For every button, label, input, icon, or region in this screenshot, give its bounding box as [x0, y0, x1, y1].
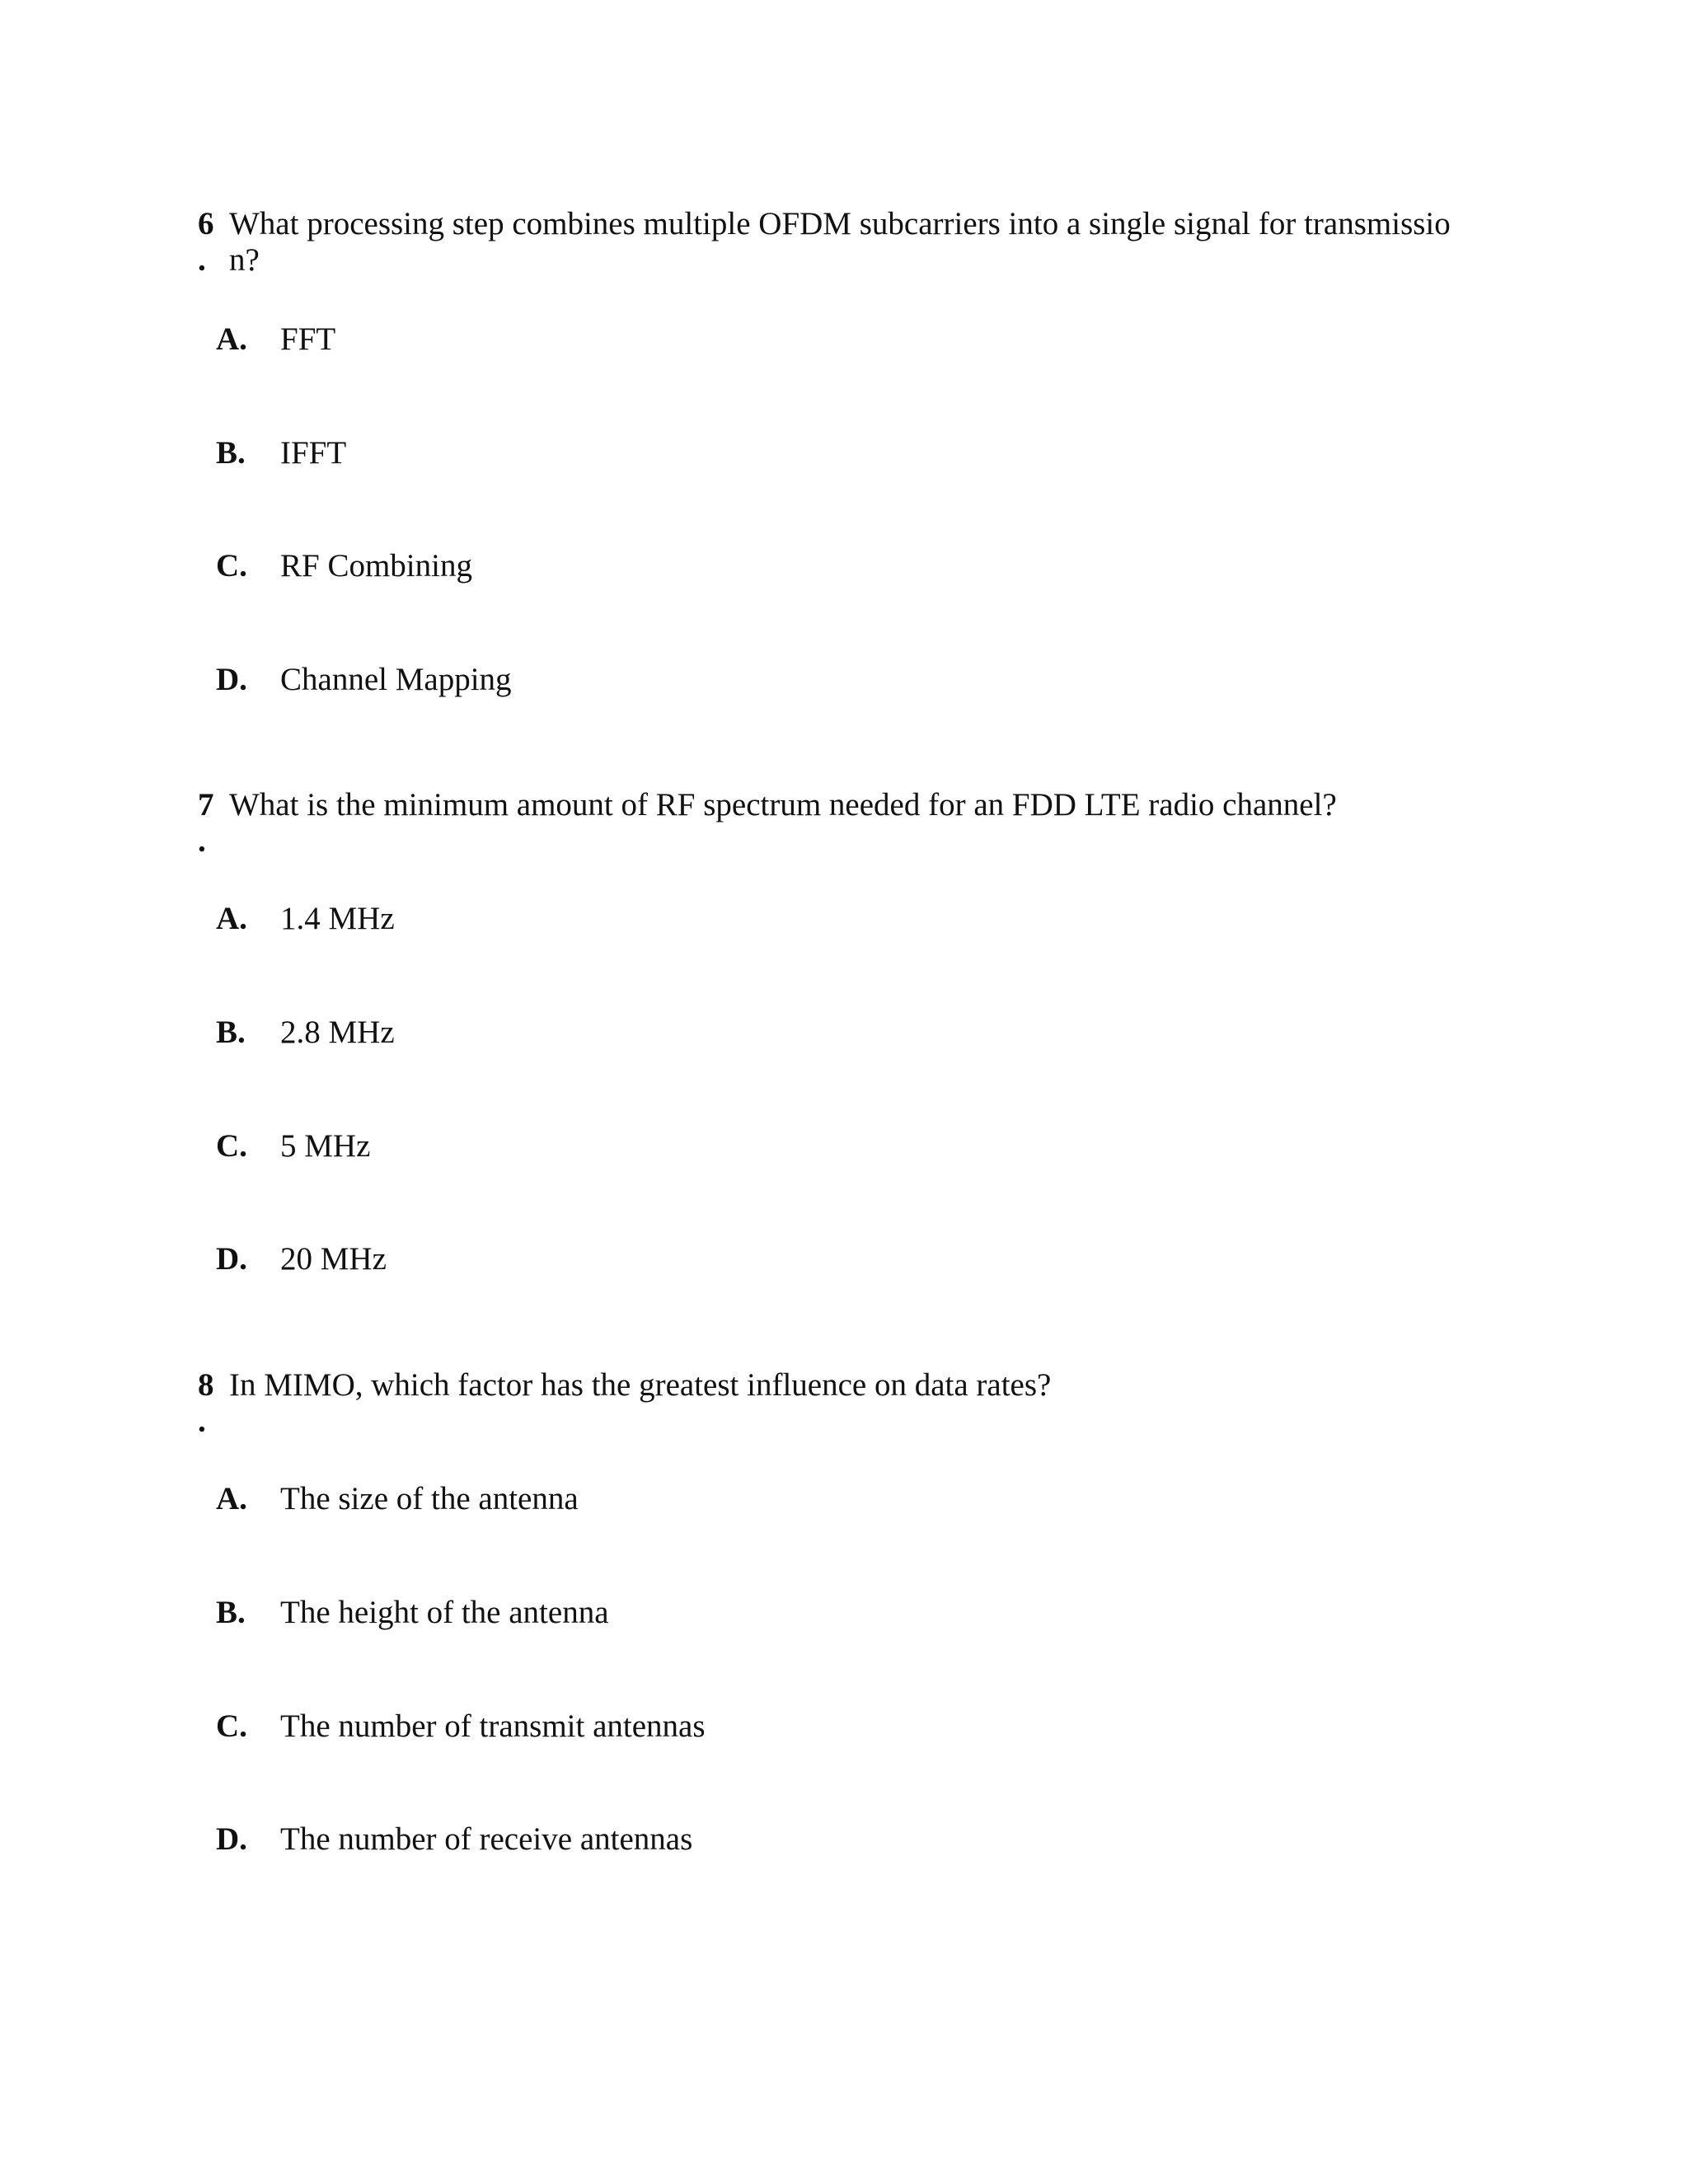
- option-text: Channel Mapping: [280, 662, 512, 697]
- question-6-line-2: [198, 242, 1484, 279]
- question-6-line-1: [198, 206, 1484, 242]
- option-letter: B.: [216, 435, 246, 471]
- option-8d[interactable]: [216, 1821, 692, 1858]
- option-6c[interactable]: [216, 548, 472, 584]
- option-text: The size of the antenna: [280, 1481, 579, 1516]
- option-text: FFT: [280, 321, 336, 357]
- option-text: 20 MHz: [280, 1241, 387, 1277]
- question-text: What is the minimum amount of RF spectrum needed for an FDD LTE radio channel?: [229, 787, 1337, 823]
- question-7: [198, 787, 1484, 860]
- option-letter: A.: [216, 1481, 247, 1516]
- question-7-line-1: [198, 787, 1484, 823]
- option-letter: B.: [216, 1595, 246, 1630]
- option-letter: A.: [216, 901, 247, 936]
- option-7c[interactable]: [216, 1128, 370, 1165]
- question-text: What processing step combines multiple OFDM subcarriers into a single signal for transmissio: [229, 206, 1451, 241]
- option-letter: D.: [216, 1821, 247, 1857]
- option-text: The number of receive antennas: [280, 1821, 693, 1857]
- option-6d[interactable]: [216, 662, 512, 698]
- option-8c[interactable]: [216, 1708, 706, 1745]
- option-7b[interactable]: [216, 1015, 395, 1051]
- option-letter: B.: [216, 1015, 246, 1050]
- question-text-continued: n?: [229, 242, 260, 278]
- option-text: 1.4 MHz: [280, 901, 395, 936]
- question-6: [198, 206, 1484, 279]
- question-number-dot: .: [198, 823, 206, 859]
- option-letter: C.: [216, 1708, 247, 1744]
- option-letter: D.: [216, 1241, 247, 1277]
- option-6a[interactable]: [216, 321, 335, 358]
- question-text: In MIMO, which factor has the greatest influence on data rates?: [229, 1367, 1052, 1403]
- question-8-line-1: [198, 1367, 1484, 1404]
- option-letter: C.: [216, 548, 247, 583]
- option-7d[interactable]: [216, 1241, 387, 1277]
- question-number: 8: [198, 1367, 214, 1403]
- option-letter: D.: [216, 662, 247, 697]
- question-number-dot: .: [198, 1404, 206, 1439]
- question-8-line-2: [198, 1404, 1484, 1440]
- option-letter: C.: [216, 1128, 247, 1164]
- question-number: 7: [198, 787, 214, 823]
- question-number-dot: .: [198, 242, 206, 278]
- option-6b[interactable]: [216, 435, 346, 471]
- option-text: IFFT: [280, 435, 347, 471]
- option-8a[interactable]: [216, 1481, 579, 1517]
- option-text: RF Combining: [280, 548, 472, 583]
- option-text: 2.8 MHz: [280, 1015, 395, 1050]
- option-letter: A.: [216, 321, 247, 357]
- option-text: The height of the antenna: [280, 1595, 609, 1630]
- option-text: The number of transmit antennas: [280, 1708, 706, 1744]
- option-7a[interactable]: [216, 901, 395, 937]
- question-number: 6: [198, 206, 214, 241]
- option-text: 5 MHz: [280, 1128, 371, 1164]
- question-8: [198, 1367, 1484, 1440]
- option-8b[interactable]: [216, 1595, 609, 1631]
- question-7-line-2: [198, 823, 1484, 860]
